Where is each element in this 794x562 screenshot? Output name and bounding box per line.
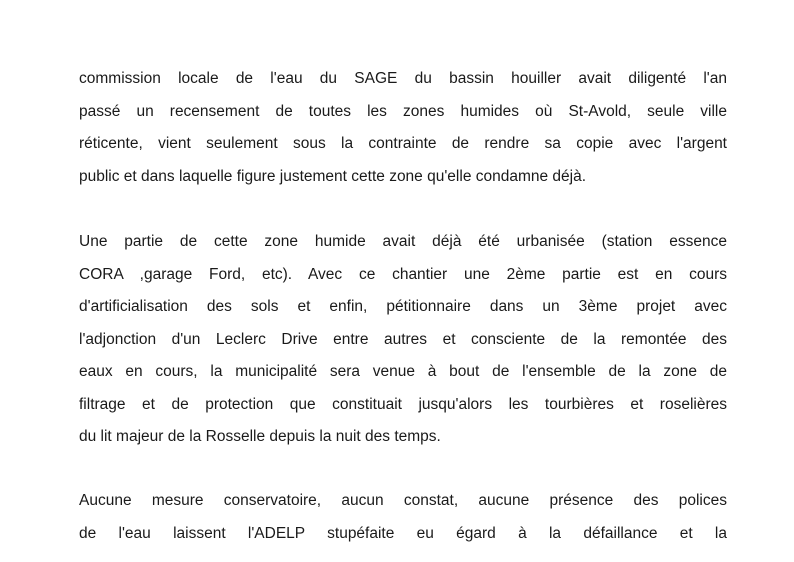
paragraph-2	[79, 226, 727, 454]
text-line: d'artificialisation des sols et enfin, pétitionnaire dans un 3ème projet avec	[79, 298, 727, 315]
text-line: CORA ,garage Ford, etc). Avec ce chantier une 2ème partie est en cours	[79, 265, 727, 283]
text-line: de l'eau laissent l'ADELP stupéfaite eu égard à la défaillance et la	[79, 524, 727, 542]
text-line: public et dans laquelle figure justement cette zone qu'elle condamne déjà.	[79, 167, 587, 185]
paragraph-1	[79, 63, 727, 193]
text-line: eaux en cours, la municipalité sera venue à bout de l'ensemble de la zone de	[79, 363, 727, 380]
text-line: Une partie de cette zone humide avait déjà été urbanisée (station essence	[79, 233, 727, 250]
text-line: Aucune mesure conservatoire, aucun constat, aucune présence des polices	[79, 492, 727, 509]
text-line: réticente, vient seulement sous la contrainte de rendre sa copie avec l'argent	[79, 135, 727, 152]
text-line: du lit majeur de la Rosselle depuis la nuit des temps.	[79, 428, 441, 445]
text-line: filtrage et de protection que constituait jusqu'alors les tourbières et roselières	[79, 395, 727, 413]
paragraph-3	[79, 485, 727, 550]
text-line: l'adjonction d'un Leclerc Drive entre autres et consciente de la remontée des	[79, 330, 727, 348]
text-line: commission locale de l'eau du SAGE du bassin houiller avait diligenté l'an	[79, 70, 727, 87]
text-line: passé un recensement de toutes les zones humides où St-Avold, seule ville	[79, 102, 727, 120]
